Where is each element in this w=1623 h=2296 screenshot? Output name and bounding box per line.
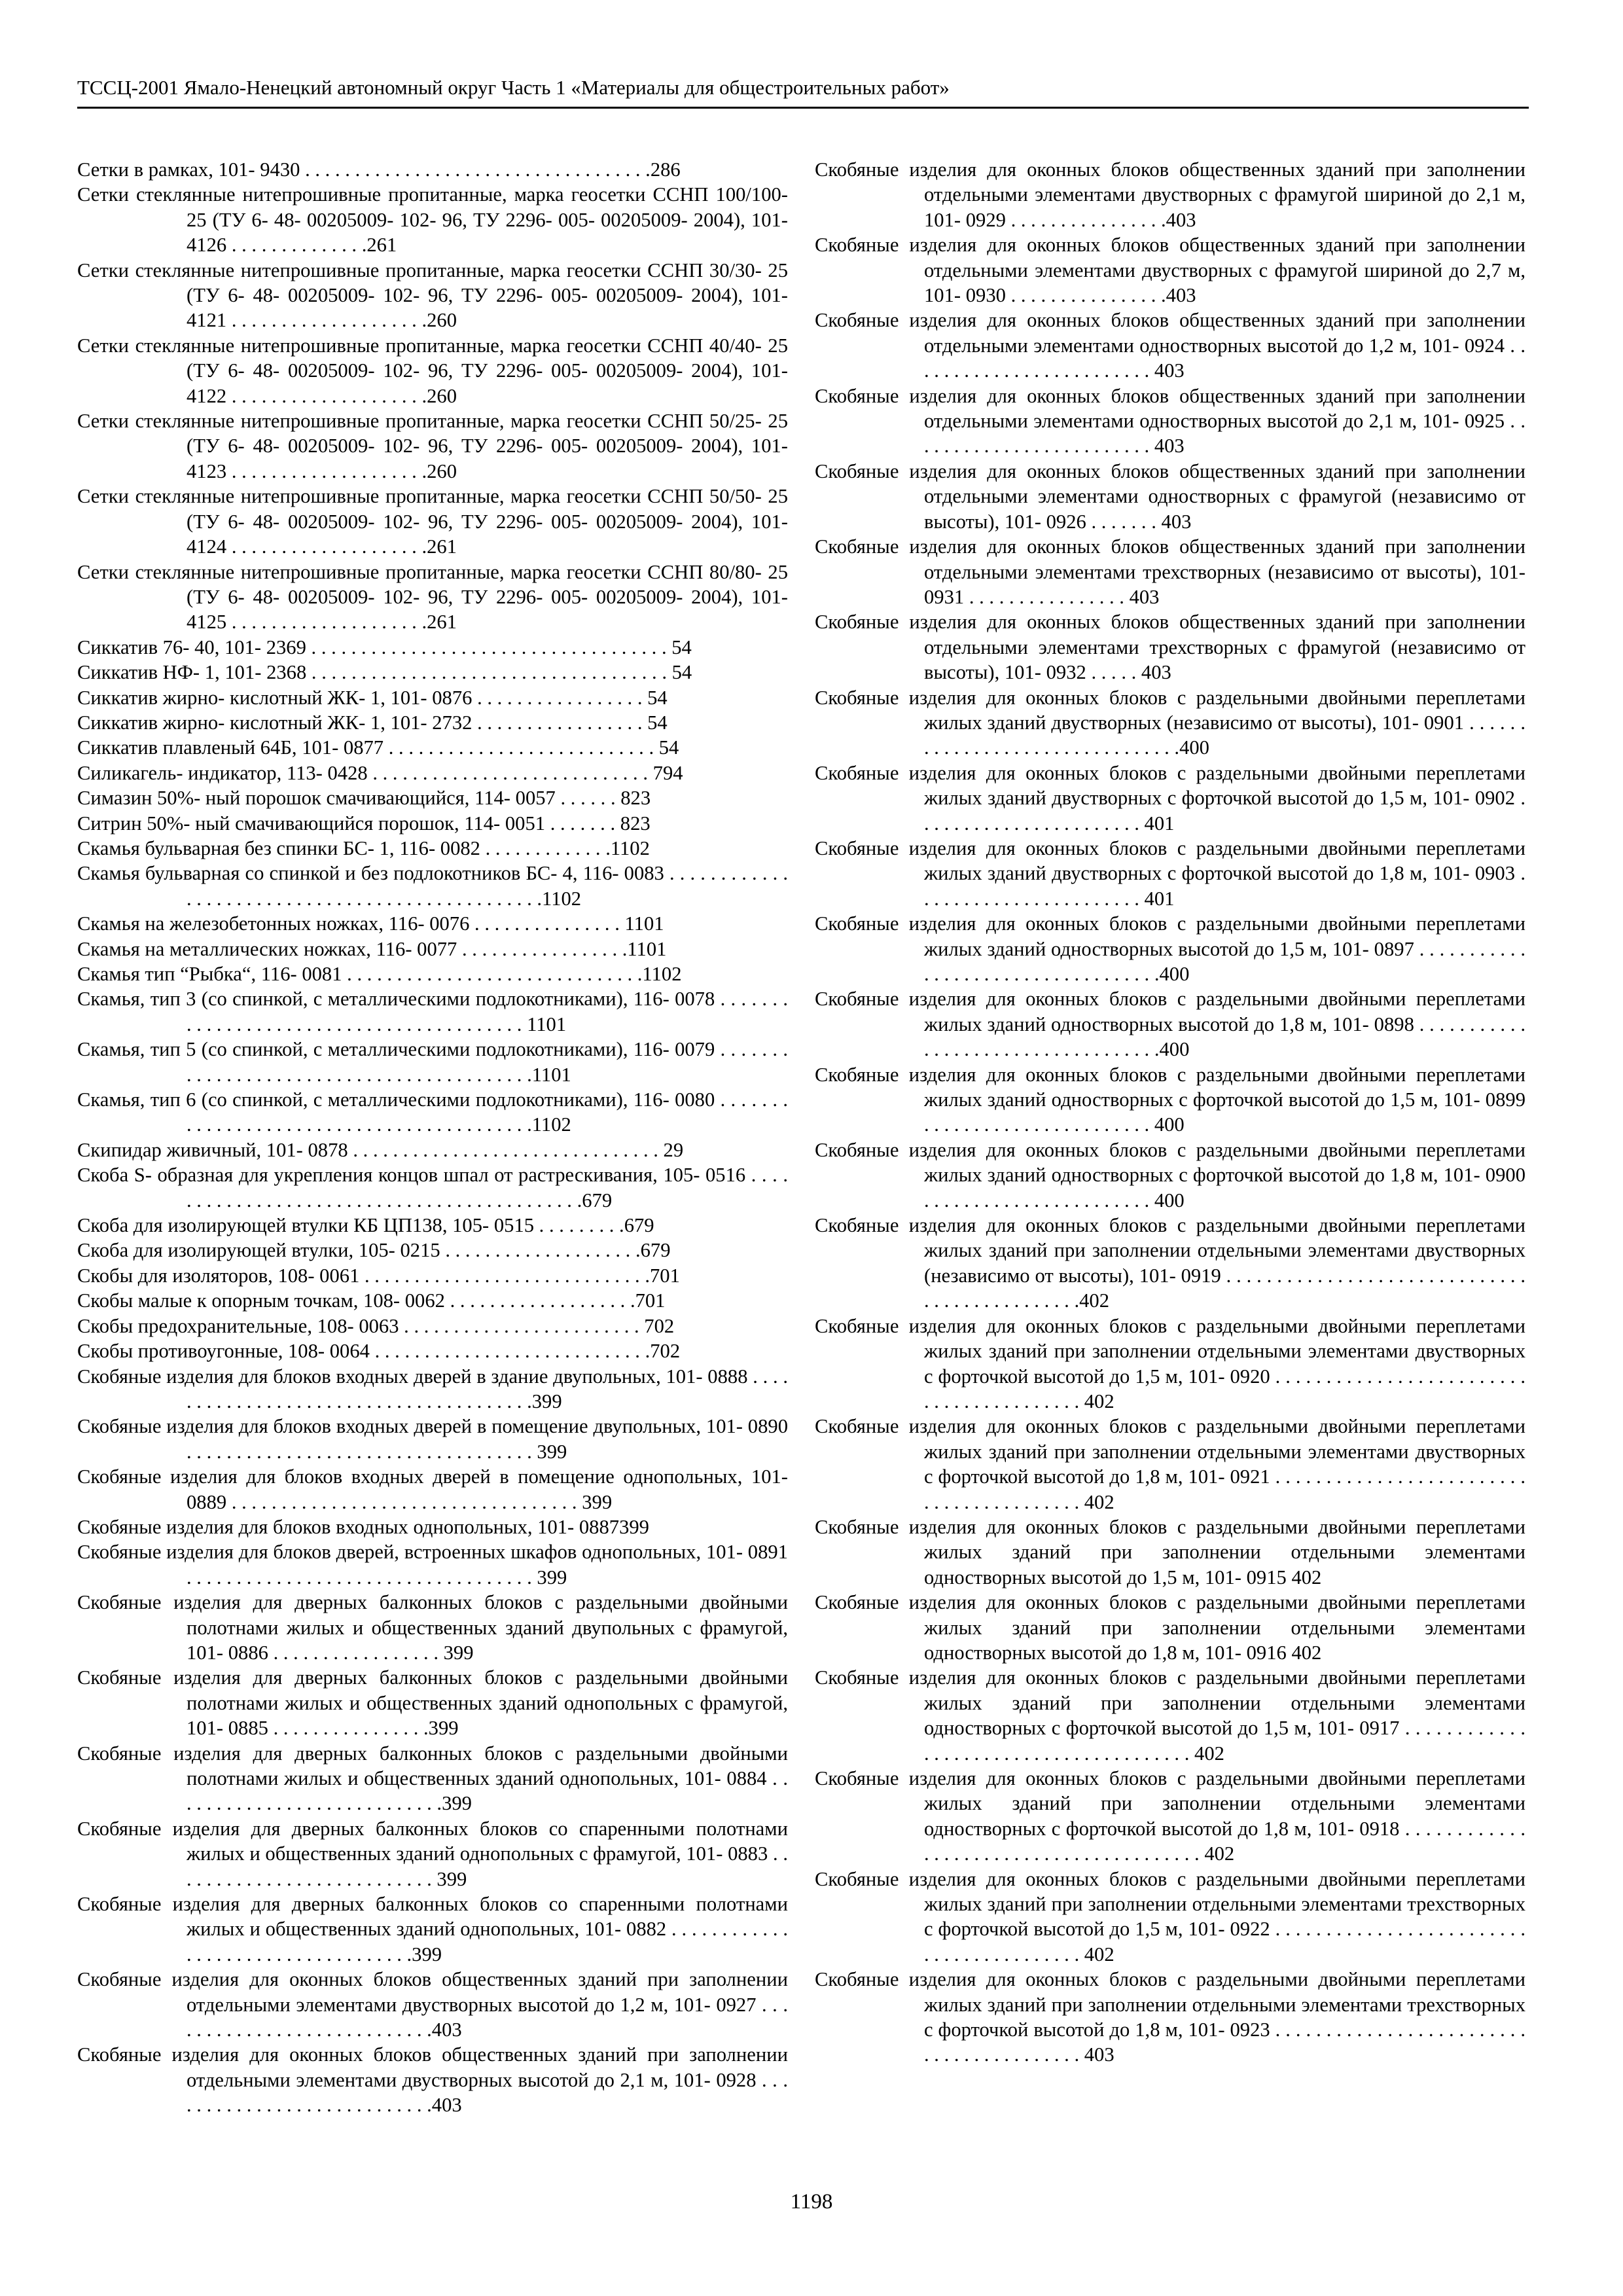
index-entry: Скобяные изделия для оконных блоков с раздельными двойными переплетами жилых зданий при заполнении отдельными элементами одностворных с форточкой высотой до 1,8 м, 101- 0918 . . . . . . . . . . . . . . . . . . . . . . . . . . . . . . . . . . . . . . . . 402 <box>815 1767 1525 1865</box>
index-entry: Скобяные изделия для оконных блоков с раздельными двойными переплетами жилых зданий одностворных с форточкой высотой до 1,8 м, 101- 0900 . . . . . . . . . . . . . . . . . . . . . . . 400 <box>815 1138 1525 1211</box>
index-entry: Сиккатив плавленый 64Б, 101- 0877 . . . . . . . . . . . . . . . . . . . . . . . . . . . 54 <box>77 736 679 759</box>
index-entry: Скобяные изделия для оконных блоков общественных зданий при заполнении отдельными элементами двустворных с фрамугой шириной до 2,1 м, 101- 0929 . . . . . . . . . . . . . . . .403 <box>815 158 1525 231</box>
index-entry: Скобяные изделия для блоков входных дверей в помещение двупольных, 101- 0890 . . . . . . . . . . . . . . . . . . . . . . . . . . . . . . . . . . . 399 <box>77 1415 788 1463</box>
index-entry: Сетки стеклянные нитепрошивные пропитанные, марка геосетки ССНП 50/50- 25 (ТУ 6- 48- 00205009- 102- 96, ТУ 2296- 005- 00205009- 2004), 101- 4124 . . . . . . . . . . . . . . . . . . . .261 <box>77 485 788 558</box>
index-entry: Скобяные изделия для оконных блоков с раздельными двойными переплетами жилых зданий при заполнении отдельными элементами одностворных с форточкой высотой до 1,5 м, 101- 0917 . . . . . . . . . . . . . . . . . . . . . . . . . . . . . . . . . . . . . . . 402 <box>815 1666 1525 1765</box>
index-entry: Скобяные изделия для оконных блоков с раздельными двойными переплетами жилых зданий одностворных высотой до 1,5 м, 101- 0897 . . . . . . . . . . . . . . . . . . . . . . . . . . . . . . . . . . .400 <box>815 912 1525 985</box>
index-entry: Скобяные изделия для блоков входных дверей в помещение однопольных, 101- 0889 . . . . . . . . . . . . . . . . . . . . . . . . . . . . . . . . . . . 399 <box>77 1465 788 1513</box>
index-entry: Скобяные изделия для оконных блоков общественных зданий при заполнении отдельными элементами двустворных с фрамугой шириной до 2,7 м, 101- 0930 . . . . . . . . . . . . . . . .403 <box>815 234 1525 307</box>
index-entry: Скобяные изделия для оконных блоков с раздельными двойными переплетами жилых зданий одностворных с форточкой высотой до 1,5 м, 101- 0899 . . . . . . . . . . . . . . . . . . . . . . . 400 <box>815 1063 1525 1136</box>
index-entry: Скобяные изделия для оконных блоков общественных зданий при заполнении отдельными элементами одностворных с фрамугой (независимо от высоты), 101- 0926 . . . . . . . 403 <box>815 459 1525 533</box>
index-entry: Скамья на металлических ножках, 116- 0077 . . . . . . . . . . . . . . . . .1101 <box>77 937 667 960</box>
index-column-left <box>77 157 788 2118</box>
index-entry: Скобяные изделия для оконных блоков общественных зданий при заполнении отдельными элементами одностворных высотой до 2,1 м, 101- 0925 . . . . . . . . . . . . . . . . . . . . . . . . . 403 <box>815 384 1525 457</box>
index-entry: Сиккатив жирно- кислотный ЖК- 1, 101- 0876 . . . . . . . . . . . . . . . . . 54 <box>77 686 668 709</box>
index-entry: Скобяные изделия для оконных блоков с раздельными двойными переплетами жилых зданий двустворных с форточкой высотой до 1,8 м, 101- 0903 . . . . . . . . . . . . . . . . . . . . . . . 401 <box>815 836 1525 910</box>
index-entry: Скамья, тип 6 (со спинкой, с металлическими подлокотниками), 116- 0080 . . . . . . . . . . . . . . . . . . . . . . . . . . . . . . . . . . . . . . . . . .1102 <box>77 1088 788 1136</box>
index-entry: Скобяные изделия для оконных блоков с раздельными двойными переплетами жилых зданий при заполнении отдельными элементами трехстворных с форточкой высотой до 1,5 м, 101- 0922 . . . . . . . . . . . . . . . . . . . . . . . . . . . . . . . . . . . . . . . . . 402 <box>815 1867 1525 1965</box>
index-entry: Сиккатив 76- 40, 101- 2369 . . . . . . . . . . . . . . . . . . . . . . . . . . . . . . . . . . . . 54 <box>77 636 692 658</box>
index-entry: Скобяные изделия для дверных балконных блоков со спаренными полотнами жилых и общественных зданий однопольных с фрамугой, 101- 0883 . . . . . . . . . . . . . . . . . . . . . . . . . . . 399 <box>77 1817 788 1890</box>
index-entry: Скобяные изделия для оконных блоков общественных зданий при заполнении отдельными элементами одностворных высотой до 1,2 м, 101- 0924 . . . . . . . . . . . . . . . . . . . . . . . . . 403 <box>815 309 1525 382</box>
index-entry: Скамья, тип 3 (со спинкой, с металлическими подлокотниками), 116- 0078 . . . . . . . . . . . . . . . . . . . . . . . . . . . . . . . . . . . . . . . . . 1101 <box>77 988 788 1035</box>
page-number: 1198 <box>790 2190 833 2214</box>
index-entry: Скобяные изделия для дверных балконных блоков с раздельными двойными полотнами жилых и общественных зданий однопольных, 101- 0884 . . . . . . . . . . . . . . . . . . . . . . . . . . . .399 <box>77 1742 788 1815</box>
index-entry: Скамья бульварная без спинки БС- 1, 116- 0082 . . . . . . . . . . . . .1102 <box>77 836 650 859</box>
index-entry: Сетки в рамках, 101- 9430 . . . . . . . . . . . . . . . . . . . . . . . . . . . . . . . . . . .286 <box>77 158 681 181</box>
index-entry: Скобяные изделия для оконных блоков с раздельными двойными переплетами жилых зданий двустворных с форточкой высотой до 1,5 м, 101- 0902 . . . . . . . . . . . . . . . . . . . . . . . 401 <box>815 761 1525 834</box>
index-entry: Силикагель- индикатор, 113- 0428 . . . . . . . . . . . . . . . . . . . . . . . . . . . . 794 <box>77 761 683 784</box>
index-entry: Скамья тип “Рыбка“, 116- 0081 . . . . . . . . . . . . . . . . . . . . . . . . . . . . . .1102 <box>77 963 682 985</box>
index-entry: Скобяные изделия для дверных балконных блоков со спаренными полотнами жилых и общественных зданий однопольных, 101- 0882 . . . . . . . . . . . . . . . . . . . . . . . . . . . . . . . . . . .399 <box>77 1893 788 1965</box>
index-entry: Сиккатив НФ- 1, 101- 2368 . . . . . . . . . . . . . . . . . . . . . . . . . . . . . . . . . . . . 54 <box>77 661 692 684</box>
index-entry: Скобяные изделия для оконных блоков общественных зданий при заполнении отдельными элементами двустворных высотой до 1,2 м, 101- 0927 . . . . . . . . . . . . . . . . . . . . . . . . . . . .403 <box>77 1968 788 2041</box>
index-entry: Скобы предохранительные, 108- 0063 . . . . . . . . . . . . . . . . . . . . . . . . 702 <box>77 1314 675 1337</box>
index-entry: Сетки стеклянные нитепрошивные пропитанные, марка геосетки ССНП 50/25- 25 (ТУ 6- 48- 00205009- 102- 96, ТУ 2296- 005- 00205009- 2004), 101- 4123 . . . . . . . . . . . . . . . . . . . .260 <box>77 410 788 482</box>
index-entry: Сетки стеклянные нитепрошивные пропитанные, марка геосетки ССНП 100/100- 25 (ТУ 6- 48- 00205009- 102- 96, ТУ 2296- 005- 00205009- 2004), 101- 4126 . . . . . . . . . . . . . .261 <box>77 183 788 257</box>
index-entry: Скобяные изделия для оконных блоков с раздельными двойными переплетами жилых зданий одностворных высотой до 1,8 м, 101- 0898 . . . . . . . . . . . . . . . . . . . . . . . . . . . . . . . . . . .400 <box>815 988 1525 1061</box>
index-entry: Скобяные изделия для оконных блоков с раздельными двойными переплетами жилых зданий при заполнении отдельными элементами двустворных (независимо от высоты), 101- 0919 . . . . . . . . . . . . . . . . . . . . . . . . . . . . . . . . . . . . . . . . . . . . . .402 <box>815 1214 1525 1312</box>
index-entry: Сетки стеклянные нитепрошивные пропитанные, марка геосетки ССНП 30/30- 25 (ТУ 6- 48- 00205009- 102- 96, ТУ 2296- 005- 00205009- 2004), 101- 4121 . . . . . . . . . . . . . . . . . . . .260 <box>77 259 788 332</box>
index-entry: Скоба для изолирующей втулки, 105- 0215 . . . . . . . . . . . . . . . . . . . .679 <box>77 1239 671 1262</box>
index-entry: Скобяные изделия для блоков входных дверей в здание двупольных, 101- 0888 . . . . . . . . . . . . . . . . . . . . . . . . . . . . . . . . . . . . . . .399 <box>77 1365 788 1412</box>
index-entry: Скамья, тип 5 (со спинкой, с металлическими подлокотниками), 116- 0079 . . . . . . . . . . . . . . . . . . . . . . . . . . . . . . . . . . . . . . . . . .1101 <box>77 1038 788 1086</box>
index-entry: Скобы для изоляторов, 108- 0061 . . . . . . . . . . . . . . . . . . . . . . . . . . . . .701 <box>77 1264 680 1287</box>
index-entry: Сетки стеклянные нитепрошивные пропитанные, марка геосетки ССНП 40/40- 25 (ТУ 6- 48- 00205009- 102- 96, ТУ 2296- 005- 00205009- 2004), 101- 4122 . . . . . . . . . . . . . . . . . . . .260 <box>77 334 788 407</box>
index-entry: Скобяные изделия для оконных блоков общественных зданий при заполнении отдельными элементами трехстворных с фрамугой (независимо от высоты), 101- 0932 . . . . . 403 <box>815 611 1525 684</box>
index-entry: Скобяные изделия для блоков входных однопольных, 101- 0887399 <box>77 1515 649 1538</box>
index-entry: Скобяные изделия для оконных блоков с раздельными двойными переплетами жилых зданий при заполнении отдельными элементами одностворных высотой до 1,8 м, 101- 0916 402 <box>815 1591 1525 1664</box>
index-entry: Скобяные изделия для дверных балконных блоков с раздельными двойными полотнами жилых и общественных зданий двупольных с фрамугой, 101- 0886 . . . . . . . . . . . . . . . . . 399 <box>77 1591 788 1664</box>
index-entry: Скобяные изделия для оконных блоков общественных зданий при заполнении отдельными элементами трехстворных (независимо от высоты), 101- 0931 . . . . . . . . . . . . . . . . 403 <box>815 535 1525 608</box>
index-entry: Скобяные изделия для оконных блоков с раздельными двойными переплетами жилых зданий при заполнении отдельными элементами трехстворных с форточкой высотой до 1,8 м, 101- 0923 . . . . . . . . . . . . . . . . . . . . . . . . . . . . . . . . . . . . . . . . . 403 <box>815 1968 1525 2066</box>
index-entry: Сетки стеклянные нитепрошивные пропитанные, марка геосетки ССНП 80/80- 25 (ТУ 6- 48- 00205009- 102- 96, ТУ 2296- 005- 00205009- 2004), 101- 4125 . . . . . . . . . . . . . . . . . . . .261 <box>77 560 788 634</box>
index-entry: Скамья на железобетонных ножках, 116- 0076 . . . . . . . . . . . . . . . 1101 <box>77 912 664 935</box>
index-column-right <box>815 157 1525 2068</box>
index-entry: Скобяные изделия для дверных балконных блоков с раздельными двойными полотнами жилых и общественных зданий однопольных с фрамугой, 101- 0885 . . . . . . . . . . . . . . . .399 <box>77 1666 788 1740</box>
index-entry: Сиккатив жирно- кислотный ЖК- 1, 101- 2732 . . . . . . . . . . . . . . . . . 54 <box>77 711 668 734</box>
index-entry: Скипидар живичный, 101- 0878 . . . . . . . . . . . . . . . . . . . . . . . . . . . . . . . 29 <box>77 1138 684 1161</box>
index-entry: Скоба для изолирующей втулки КБ ЦП138, 105- 0515 . . . . . . . . .679 <box>77 1214 654 1237</box>
page-header: ТССЦ-2001 Ямало-Ненецкий автономный округ Часть 1 «Материалы для общестроительных работ» <box>77 76 950 99</box>
index-entry: Скобяные изделия для оконных блоков с раздельными двойными переплетами жилых зданий при заполнении отдельными элементами одностворных высотой до 1,5 м, 101- 0915 402 <box>815 1515 1525 1588</box>
index-entry: Ситрин 50%- ный смачивающийся порошок, 114- 0051 . . . . . . . 823 <box>77 812 651 834</box>
index-entry: Скобы малые к опорным точкам, 108- 0062 . . . . . . . . . . . . . . . . . . .701 <box>77 1289 666 1312</box>
index-entry: Скамья бульварная со спинкой и без подлокотников БС- 4, 116- 0083 . . . . . . . . . . . . . . . . . . . . . . . . . . . . . . . . . . . . . . . . . . . . . . . .1102 <box>77 862 788 910</box>
index-entry: Скобяные изделия для блоков дверей, встроенных шкафов однопольных, 101- 0891 . . . . . . . . . . . . . . . . . . . . . . . . . . . . . . . . . . . 399 <box>77 1541 788 1588</box>
index-entry: Скобы противоугонные, 108- 0064 . . . . . . . . . . . . . . . . . . . . . . . . . . . .702 <box>77 1340 681 1363</box>
index-entry: Скобяные изделия для оконных блоков с раздельными двойными переплетами жилых зданий при заполнении отдельными элементами двустворных с форточкой высотой до 1,5 м, 101- 0920 . . . . . . . . . . . . . . . . . . . . . . . . . . . . . . . . . . . . . . . . . 402 <box>815 1314 1525 1412</box>
header-rule <box>77 107 1529 109</box>
index-entry: Скоба S- образная для укрепления концов шпал от растрескивания, 105- 0516 . . . . . . . . . . . . . . . . . . . . . . . . . . . . . . . . . . . . . . . . . . . .679 <box>77 1164 788 1211</box>
index-entry: Симазин 50%- ный порошок смачивающийся, 114- 0057 . . . . . . 823 <box>77 787 651 810</box>
index-entry: Скобяные изделия для оконных блоков с раздельными двойными переплетами жилых зданий двустворных (независимо от высоты), 101- 0901 . . . . . . . . . . . . . . . . . . . . . . . . . . . . . . . .400 <box>815 686 1525 759</box>
index-entry: Скобяные изделия для оконных блоков общественных зданий при заполнении отдельными элементами двустворных высотой до 2,1 м, 101- 0928 . . . . . . . . . . . . . . . . . . . . . . . . . . . .403 <box>77 2043 788 2117</box>
index-entry: Скобяные изделия для оконных блоков с раздельными двойными переплетами жилых зданий при заполнении отдельными элементами двустворных с форточкой высотой до 1,8 м, 101- 0921 . . . . . . . . . . . . . . . . . . . . . . . . . . . . . . . . . . . . . . . . . 402 <box>815 1415 1525 1513</box>
